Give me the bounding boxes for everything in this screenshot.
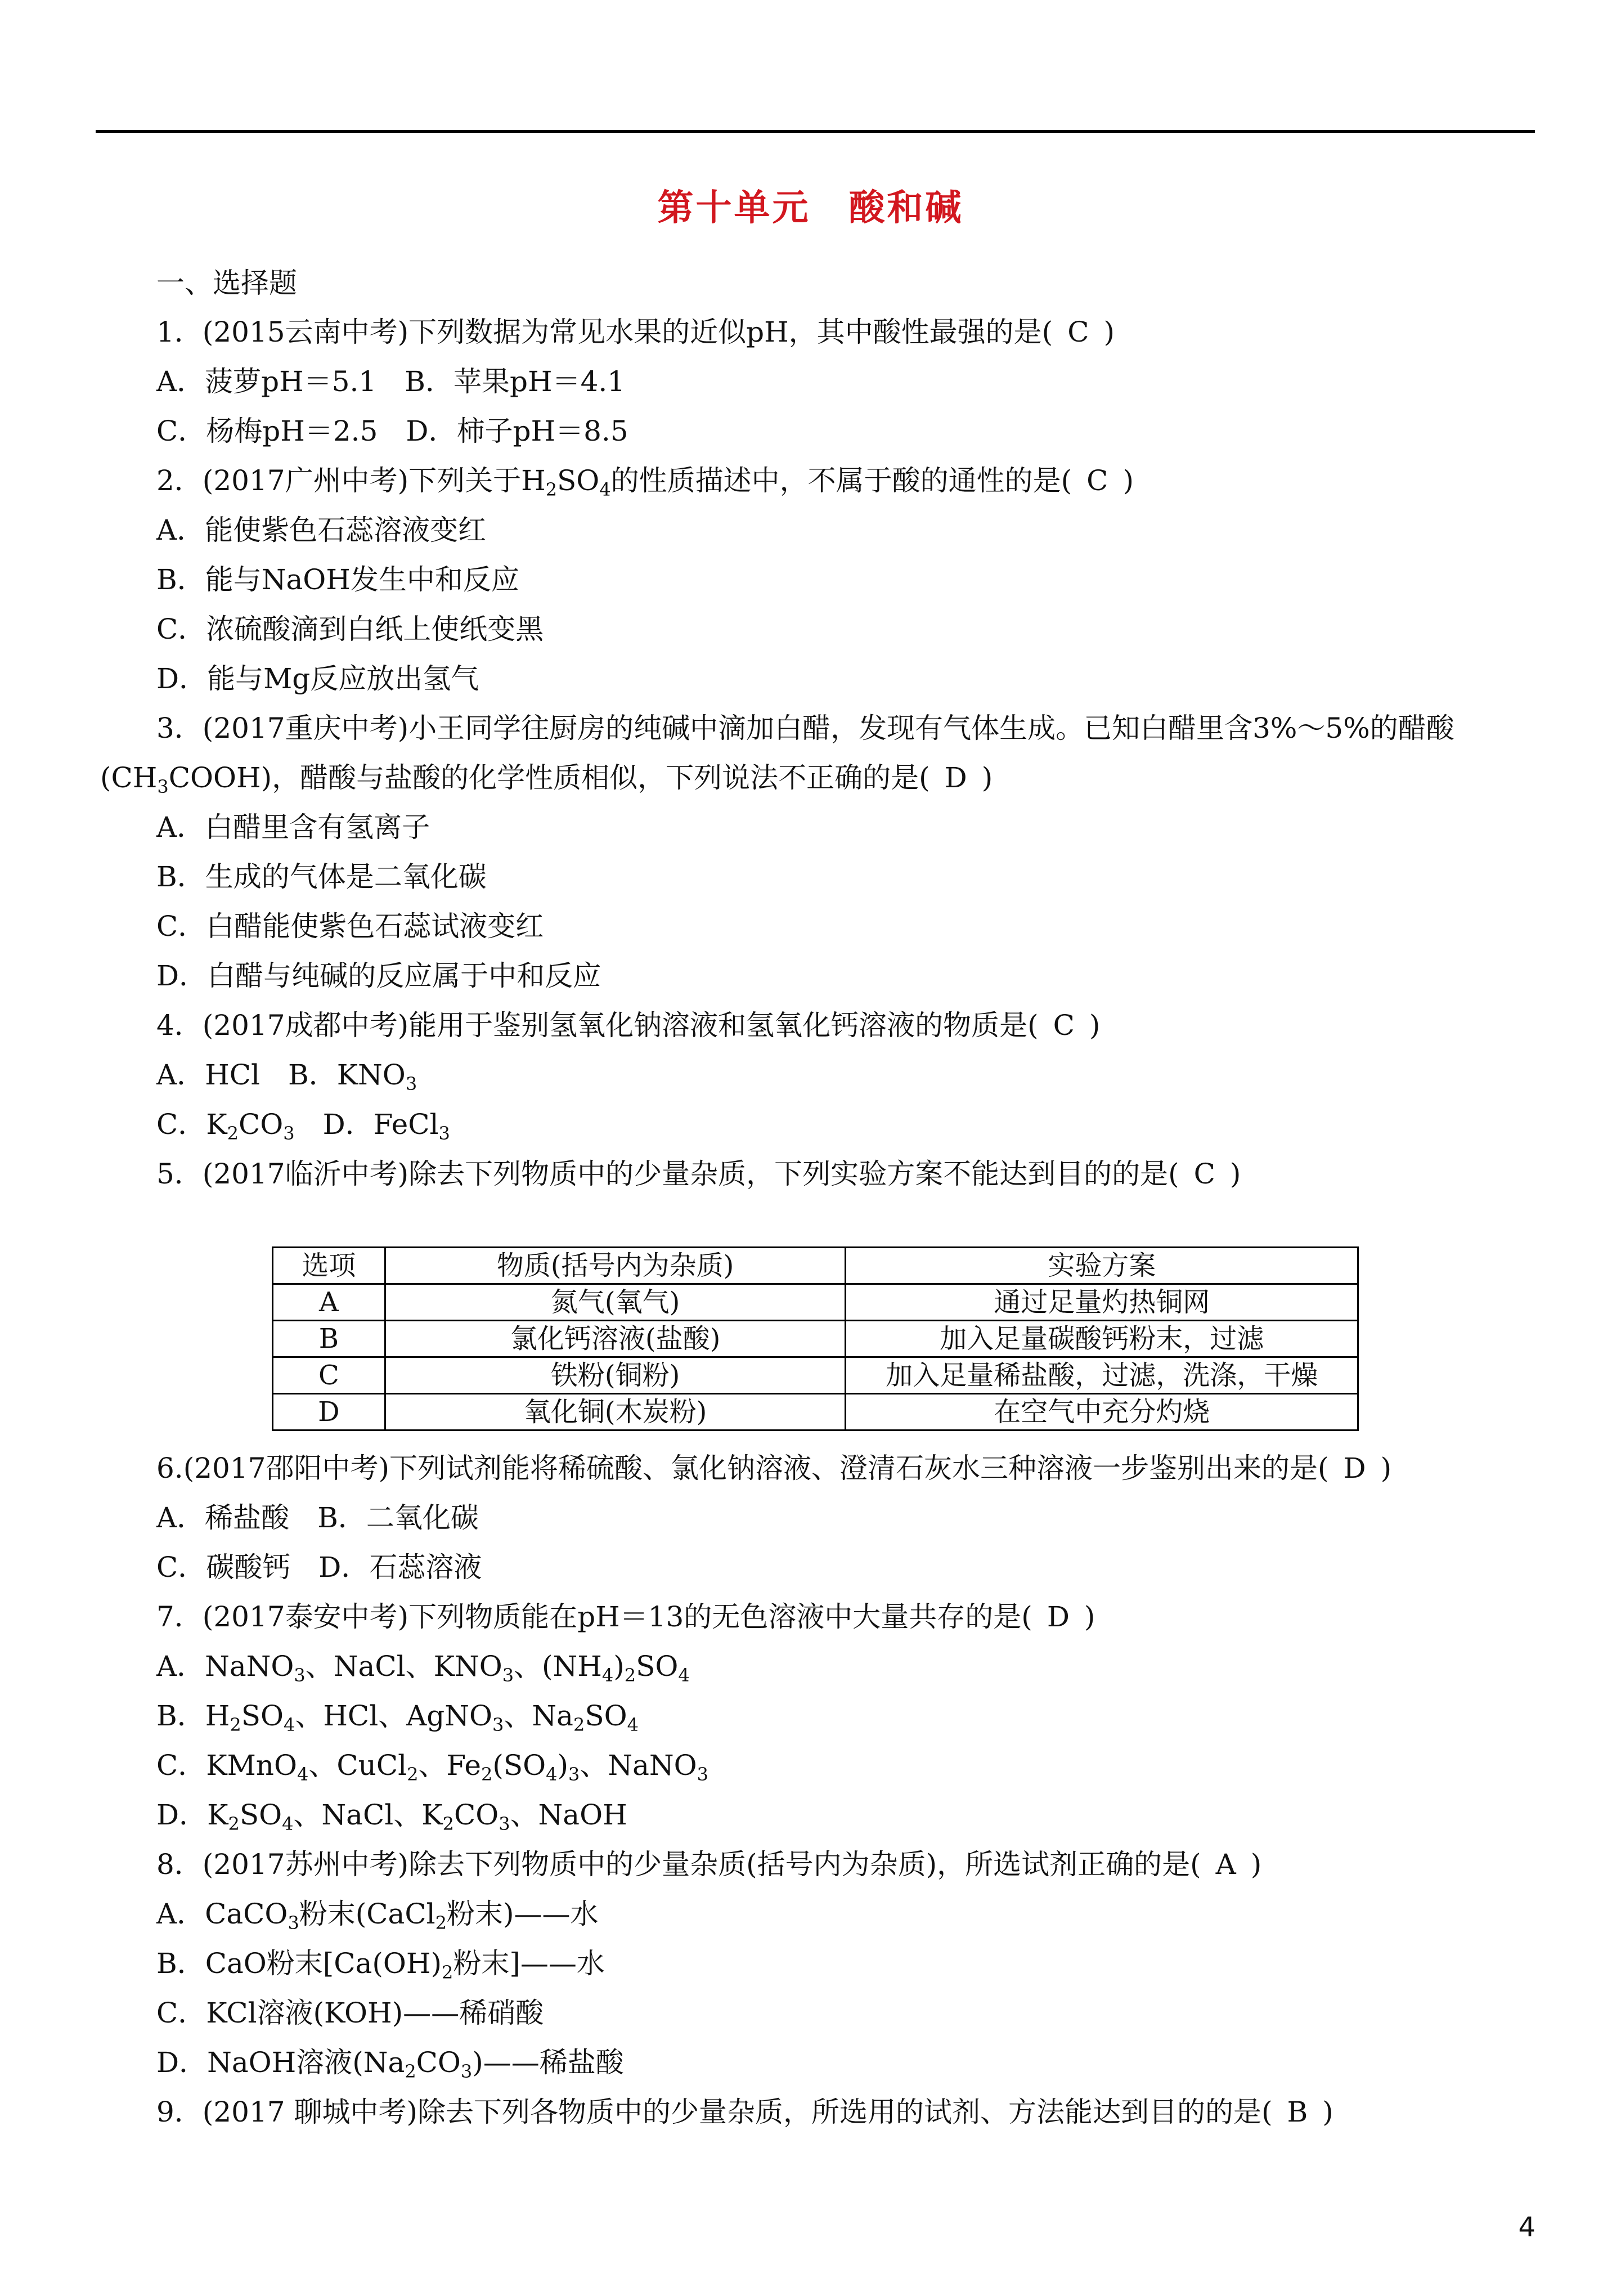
question-4-opt-cd-a: C．K	[156, 1108, 227, 1141]
question-9-close: )	[1322, 2096, 1333, 2128]
formula-subscript: 4	[282, 1813, 294, 1835]
question-4-stem: 4．(2017成都中考)能用于鉴别氢氧化钠溶液和氢氧化钙溶液的物质是(	[156, 1009, 1039, 1042]
formula-subscript: 3	[492, 1714, 504, 1736]
question-3-option-a: A．白醋里含有氢离子	[156, 811, 430, 844]
formula-subscript: 2	[624, 1665, 636, 1686]
question-5-answer: C	[1193, 1158, 1215, 1190]
question-3-option-b: B．生成的气体是二氧化碳	[156, 860, 487, 893]
question-2-answer: C	[1086, 464, 1108, 497]
table-cell: 氮气(氧气)	[385, 1284, 846, 1321]
formula-text: D．NaOH溶液(Na	[156, 2046, 405, 2079]
formula-subscript: 3	[697, 1764, 709, 1785]
question-7-answer: D	[1047, 1600, 1070, 1633]
table-cell: 氧化铜(木炭粉)	[385, 1394, 846, 1430]
formula-text: CO	[453, 1799, 499, 1831]
formula-text: SO	[636, 1650, 679, 1683]
table-cell: C	[273, 1357, 385, 1394]
question-5-stem: 5．(2017临沂中考)除去下列物质中的少量杂质，下列实验方案不能达到目的的是(	[156, 1158, 1179, 1190]
question-4-opt-cd-sub1: 2	[227, 1123, 239, 1144]
formula-subscript: 3	[502, 1665, 514, 1686]
question-2-option-d: D．能与Mg反应放出氢气	[156, 662, 479, 695]
formula-text: 、CuCl	[308, 1749, 407, 1782]
question-4-opt-cd-sub2: 3	[283, 1123, 295, 1144]
question-5-table	[272, 1246, 1359, 1431]
question-3-line-2-a: (CH	[100, 761, 158, 794]
formula-subscript: 4	[627, 1714, 639, 1736]
formula-text: 、NaOH	[510, 1799, 627, 1831]
formula-text: SO	[239, 1799, 282, 1831]
question-5	[156, 1154, 1241, 1194]
question-2-option-b: B．能与NaOH发生中和反应	[156, 563, 519, 596]
formula-text: 粉末]——水	[453, 1947, 605, 1980]
question-3-line-2-b: COOH)，醋酸与盐酸的化学性质相似，下列说法不正确的是(	[168, 761, 930, 794]
table-cell: 在空气中充分灼烧	[846, 1394, 1358, 1430]
formula-subscript: 3	[294, 1665, 306, 1686]
formula-subscript: 2	[435, 1912, 447, 1934]
question-4-opt-cd-b: CO	[238, 1108, 284, 1141]
question-7-stem: 7．(2017泰安中考)下列物质能在pH＝13的无色溶液中大量共存的是(	[156, 1600, 1032, 1633]
question-9	[156, 2092, 1333, 2132]
formula-subscript: 2	[407, 1764, 419, 1785]
question-8	[156, 1845, 1261, 1884]
question-4-opt-ab-text: A．HCl B．KNO	[156, 1059, 406, 1091]
formula-subscript: 4	[283, 1714, 295, 1736]
table-cell: A	[273, 1284, 385, 1321]
question-6-options-cd: C．碳酸钙 D．石蕊溶液	[156, 1551, 482, 1584]
page-title: 第十单元 酸和碱	[657, 187, 964, 229]
question-3-line-1: 3．(2017重庆中考)小王同学往厨房的纯碱中滴加白醋，发现有气体生成。已知白醋里含3%～5%的醋酸	[156, 712, 1454, 745]
question-4-close: )	[1089, 1009, 1101, 1042]
question-1-options-ab: A．菠萝pH＝5.1 B．苹果pH＝4.1	[156, 365, 626, 398]
question-4-opt-ab-sub: 3	[405, 1073, 417, 1095]
table-header-cell: 实验方案	[846, 1248, 1358, 1284]
section-heading: 一、选择题	[156, 267, 297, 299]
question-4	[156, 1006, 1100, 1045]
formula-text: SO	[241, 1699, 284, 1732]
question-3-option-c: C．白醋能使紫色石蕊试液变红	[156, 910, 544, 943]
question-8-stem: 8．(2017苏州中考)除去下列物质中的少量杂质(括号内为杂质)，所选试剂正确的是(	[156, 1848, 1201, 1881]
table-cell: 氯化钙溶液(盐酸)	[385, 1321, 846, 1357]
table-header-cell: 选项	[273, 1248, 385, 1284]
formula-text: SO	[585, 1699, 627, 1732]
question-9-stem: 9．(2017 聊城中考)除去下列各物质中的少量杂质，所选用的试剂、方法能达到目的的是(	[156, 2096, 1273, 2128]
question-1-stem: 1．(2015云南中考)下列数据为常见水果的近似pH，其中酸性最强的是(	[156, 316, 1053, 348]
formula-text: D．K	[156, 1799, 228, 1831]
formula-text: 、Na	[504, 1699, 573, 1732]
question-2-option-c: C．浓硫酸滴到白纸上使纸变黑	[156, 613, 544, 645]
question-8-option-b	[156, 1944, 605, 1983]
question-7-option-c	[156, 1746, 708, 1785]
question-3-option-d: D．白醋与纯碱的反应属于中和反应	[156, 959, 601, 992]
question-2-sub-2: 4	[599, 479, 611, 500]
table-cell: D	[273, 1394, 385, 1430]
question-1	[156, 312, 1115, 352]
question-8-option-a	[156, 1894, 599, 1934]
formula-text: 、HCl、AgNO	[295, 1699, 493, 1732]
question-8-close: )	[1250, 1848, 1262, 1881]
question-4-options-ab	[156, 1055, 417, 1095]
question-7-option-a	[156, 1647, 690, 1686]
question-6-close: )	[1380, 1452, 1392, 1485]
formula-subscript: 2	[405, 2061, 416, 2082]
formula-text: 、(NH	[514, 1650, 602, 1683]
question-4-opt-cd-sub3: 3	[438, 1123, 450, 1144]
question-2	[156, 461, 1134, 500]
formula-subscript: 4	[601, 1665, 614, 1686]
formula-subscript: 4	[297, 1764, 309, 1785]
question-6-answer: D	[1343, 1452, 1366, 1485]
question-7-close: )	[1084, 1600, 1095, 1633]
question-8-option-c: C．KCl溶液(KOH)——稀硝酸	[156, 1997, 544, 2029]
question-3-line-2	[100, 758, 993, 797]
formula-subscript: 3	[460, 2061, 473, 2082]
question-7-option-d	[156, 1795, 627, 1835]
table-cell: B	[273, 1321, 385, 1357]
table-cell: 加入足量碳酸钙粉末，过滤	[846, 1321, 1358, 1357]
formula-text: )——稀盐酸	[472, 2046, 624, 2079]
question-1-answer: C	[1067, 316, 1089, 348]
formula-subscript: 2	[441, 1962, 453, 1983]
question-6-options-ab: A．稀盐酸 B．二氧化碳	[156, 1501, 479, 1534]
question-4-answer: C	[1053, 1009, 1075, 1042]
question-7-option-b	[156, 1696, 639, 1736]
formula-text: A．NaNO	[156, 1650, 294, 1683]
formula-subscript: 4	[546, 1764, 558, 1785]
question-2-option-a: A．能使紫色石蕊溶液变红	[156, 514, 487, 546]
question-3-close: )	[981, 761, 993, 794]
question-7	[156, 1597, 1095, 1636]
question-2-stem-a: 2．(2017广州中考)下列关于H	[156, 464, 546, 497]
formula-text: 、Fe	[418, 1749, 481, 1782]
table-row	[273, 1394, 1358, 1430]
question-3-answer: D	[944, 761, 967, 794]
formula-text: 、NaCl、K	[293, 1799, 443, 1831]
formula-subscript: 2	[442, 1813, 454, 1835]
question-2-stem-c: 的性质描述中，不属于酸的通性的是(	[610, 464, 1072, 497]
formula-subscript: 2	[228, 1813, 240, 1835]
page-number: 4	[1518, 2212, 1535, 2243]
question-6-stem: 6.(2017邵阳中考)下列试剂能将稀硫酸、氯化钠溶液、澄清石灰水三种溶液一步鉴别出来的是(	[156, 1452, 1329, 1485]
formula-text: B．H	[156, 1699, 230, 1732]
question-2-close: )	[1122, 464, 1134, 497]
table-row	[273, 1284, 1358, 1321]
table-cell: 铁粉(铜粉)	[385, 1357, 846, 1394]
formula-text: 、NaCl、KNO	[305, 1650, 502, 1683]
formula-subscript: 3	[568, 1764, 580, 1785]
header-rule	[96, 130, 1535, 133]
table-row	[273, 1357, 1358, 1394]
table-row	[273, 1321, 1358, 1357]
formula-text: )	[613, 1650, 625, 1683]
question-5-close: )	[1229, 1158, 1241, 1190]
question-1-options-cd: C．杨梅pH＝2.5 D．柿子pH＝8.5	[156, 415, 628, 447]
question-1-close: )	[1103, 316, 1115, 348]
question-4-options-cd	[156, 1105, 450, 1144]
question-2-sub-1: 2	[545, 479, 558, 500]
formula-subscript: 3	[499, 1813, 510, 1835]
formula-text: 、NaNO	[580, 1749, 697, 1782]
formula-subscript: 2	[230, 1714, 241, 1736]
question-2-stem-b: SO	[557, 464, 600, 497]
table-cell: 通过足量灼热铜网	[846, 1284, 1358, 1321]
formula-subscript: 2	[481, 1764, 493, 1785]
question-4-opt-cd-c: D．FeCl	[294, 1108, 439, 1141]
question-8-answer: A	[1215, 1848, 1236, 1881]
table-cell: 加入足量稀盐酸，过滤，洗涤，干燥	[846, 1357, 1358, 1394]
formula-text: )	[557, 1749, 568, 1782]
formula-subscript: 2	[573, 1714, 585, 1736]
question-8-option-d	[156, 2043, 624, 2082]
question-3-sub: 3	[157, 776, 169, 797]
formula-text: A．CaCO	[156, 1898, 288, 1930]
formula-text: B．CaO粉末[Ca(OH)	[156, 1947, 442, 1980]
formula-text: (SO	[492, 1749, 546, 1782]
question-9-answer: B	[1287, 2096, 1308, 2128]
formula-text: CO	[416, 2046, 461, 2079]
formula-text: 粉末(CaCl	[299, 1898, 435, 1930]
formula-subscript: 4	[678, 1665, 690, 1686]
formula-text: C．KMnO	[156, 1749, 297, 1782]
table-header-row	[273, 1248, 1358, 1284]
question-6	[156, 1449, 1391, 1488]
formula-subscript: 3	[288, 1912, 299, 1934]
table-header-cell: 物质(括号内为杂质)	[385, 1248, 846, 1284]
formula-text: 粉末)——水	[446, 1898, 599, 1930]
